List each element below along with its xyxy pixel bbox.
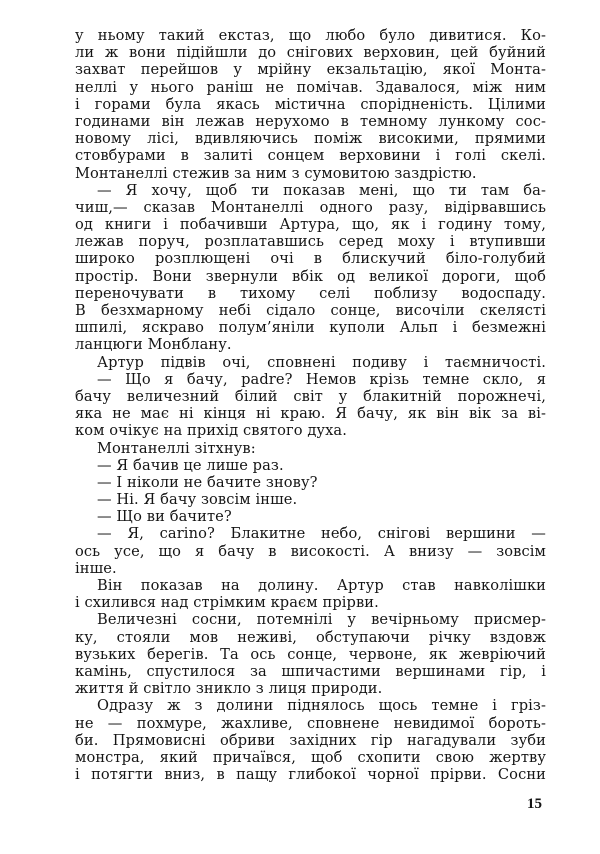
text-line: — Що ви бачите?: [97, 508, 232, 526]
text-line: Артур підвів очі, сповнені подиву і таємничості.: [97, 353, 546, 371]
text-line: ось усе, що я бачу в високості. А внизу — зовсім: [75, 542, 546, 560]
text-line: — Я хочу, щоб ти показав мені, що ти там ба-: [97, 181, 546, 199]
text-line: не — похмуре, жахливе, сповнене невидимої бороть-: [75, 714, 546, 732]
paragraph: [75, 474, 546, 491]
text-line: переночувати в тихому селі поблизу водоспаду.: [75, 284, 546, 302]
text-line: життя й світло зникло з лиця природи.: [75, 680, 383, 698]
text-line: і схилився над стрімким краєм прірви.: [75, 594, 379, 612]
text-line: шпилі, яскраво полум’яніли куполи Альп і безмежні: [75, 319, 546, 337]
paragraph: [75, 697, 546, 783]
text-line: Одразу ж з долини піднялось щось темне і гріз-: [97, 697, 546, 715]
paragraph: [75, 577, 546, 611]
paragraph: [75, 27, 546, 182]
paragraph: [75, 491, 546, 508]
text-line: лежав поруч, розплатавшись серед моху і втупивши: [75, 233, 546, 251]
text-line: стовбурами в залиті сонцем верховини і голі скелі.: [75, 147, 546, 165]
text-line: широко розплющені очі в блискучий біло-голубий: [75, 250, 546, 268]
text-line: — Я бачив це лише раз.: [97, 456, 284, 474]
text-line: В безхмарному небі сідало сонце, височіли скелясті: [75, 302, 546, 319]
text-line: — Я, carino? Блакитне небо, снігові вершини —: [97, 525, 546, 543]
paragraph: [75, 354, 546, 371]
text-line: у ньому такий екстаз, що любо було дивитися. Ко-: [75, 27, 546, 44]
paragraph: [75, 182, 546, 354]
text-line: захват перейшов у мрійну екзальтацію, якої Монта-: [75, 61, 546, 79]
text-line: неллі у нього раніш не помічав. Здавалося, між ним: [75, 78, 546, 96]
text-line: яка не має ні кінця ні краю. Я бачу, як він вік за ві-: [75, 405, 546, 423]
text-line: ком очікує на прихід святого духа.: [75, 422, 347, 440]
text-line: — І ніколи не бачите знову?: [97, 473, 318, 491]
paragraph: [75, 508, 546, 525]
text-line: ли ж вони підійшли до снігових верховин, цей буйний: [75, 44, 546, 62]
text-line: Монтанеллі зітхнув:: [97, 439, 256, 457]
paragraph: [75, 440, 546, 457]
page-number: 15: [527, 796, 542, 812]
text-line: Монтанеллі стежив за ним з сумовитою заздрістю.: [75, 164, 477, 182]
paragraph: [75, 457, 546, 474]
text-line: і горами була якась містична спорідненість. Цілими: [75, 95, 546, 113]
text-line: годинами він лежав нерухомо в темному лункому сос-: [75, 112, 546, 130]
text-line: — Що я бачу, padre? Немов крізь темне скло, я: [97, 370, 546, 388]
text-line: ку, стояли мов неживі, обступаючи річку вздовж: [75, 628, 546, 646]
text-line: — Ні. Я бачу зовсім інше.: [97, 491, 298, 509]
text-line: і потягти вниз, в пащу глибокої чорної прірви. Сосни: [75, 766, 546, 784]
text-line: ланцюги Монблану.: [75, 336, 232, 354]
text-line: од книги і побачивши Артура, що, як і годину тому,: [75, 216, 546, 234]
paragraph: [75, 525, 546, 577]
text-line: чиш,— сказав Монтанеллі одного разу, відірвавшись: [75, 198, 546, 216]
text-line: новому лісі, вдивляючись поміж високими, прямими: [75, 130, 546, 148]
text-line: камінь, спустилося за шпичастими вершинами гір, і: [75, 662, 546, 680]
book-page-text: [75, 27, 546, 783]
text-line: Він показав на долину. Артур став навколішки: [97, 577, 546, 594]
text-line: монстра, який причаївся, щоб схопити свою жертву: [75, 748, 546, 766]
text-line: би. Прямовисні обриви західних гір нагадували зуби: [75, 731, 546, 749]
text-line: простір. Вони звернули вбік од великої дороги, щоб: [75, 267, 546, 285]
text-line: вузьких берегів. Та ось сонце, червоне, як жевріючий: [75, 645, 546, 663]
text-line: бачу величезний білий світ у блакитній порожнечі,: [75, 387, 546, 405]
text-line: інше.: [75, 559, 117, 577]
paragraph: [75, 371, 546, 440]
paragraph: [75, 611, 546, 697]
text-line: Величезні сосни, потемнілі у вечірньому присмер-: [97, 611, 546, 629]
